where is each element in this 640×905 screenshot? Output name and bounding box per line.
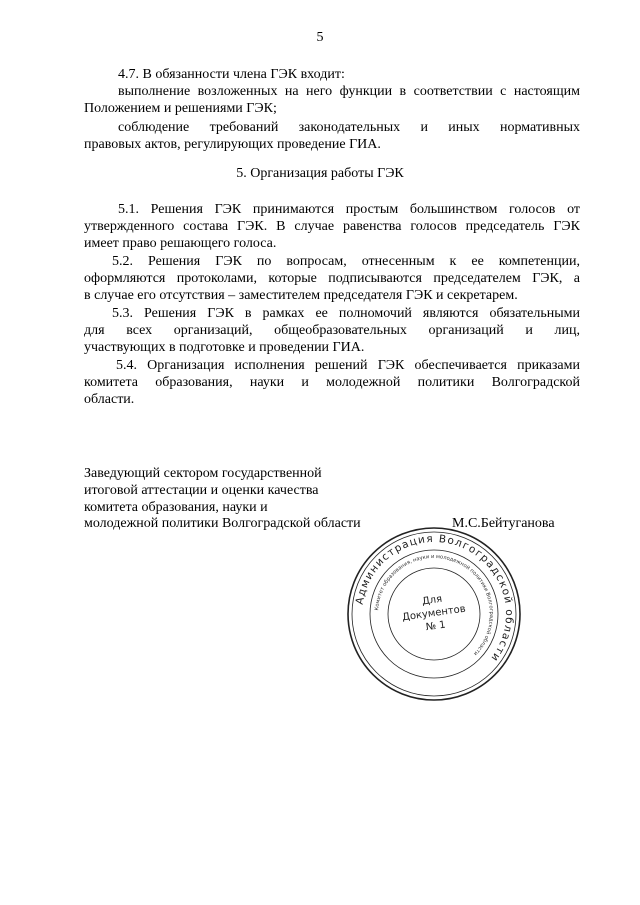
section-5-4-line-2: комитета образования, науки и молодежной политики Волгоградской: [84, 375, 580, 390]
signature-name: М.С.Бейтуганова: [452, 516, 555, 531]
signature-title-line-3: комитета образования, науки и: [84, 500, 268, 515]
stamp-center-line-2: Документов: [401, 603, 467, 624]
section-5-2-line-3: в случае его отсутствия – заместителем председателя ГЭК и секретарем.: [84, 288, 518, 303]
stamp-center-line-1: Для: [421, 593, 443, 608]
page-number: 5: [316, 30, 324, 45]
section-5-2-line-1: 5.2. Решения ГЭК по вопросам, отнесенным к ее компетенции,: [112, 254, 580, 269]
section-4-7-line-5: правовых актов, регулирующих проведение ГИА.: [84, 137, 381, 152]
signature-title-line-1: Заведующий сектором государственной: [84, 466, 322, 481]
section-5-3-line-3: участвующих в подготовке и проведении ГИА.: [84, 340, 365, 355]
section-5-3-line-1: 5.3. Решения ГЭК в рамках ее полномочий являются обязательными: [112, 306, 580, 321]
section-5-4-line-3: области.: [84, 392, 135, 407]
signature-title-line-2: итоговой аттестации и оценки качества: [84, 483, 319, 498]
section-5-2-line-2: оформляются протоколами, которые подписываются председателем ГЭК, а: [84, 271, 580, 286]
section-5-3-line-2: для всех организаций, общеобразовательных организаций и лиц,: [84, 323, 580, 338]
section-4-7-line-3: Положением и решениями ГЭК;: [84, 101, 277, 116]
section-5-1-line-3: имеет право решающего голоса.: [84, 236, 277, 251]
section-5-heading: 5. Организация работы ГЭК: [236, 166, 404, 181]
stamp-outer-text: Администрация Волгоградской области: [353, 532, 516, 665]
signature-title-line-4: молодежной политики Волгоградской области: [84, 516, 361, 531]
section-5-1-line-1: 5.1. Решения ГЭК принимаются простым большинством голосов от: [118, 202, 580, 217]
section-5-1-line-2: утвержденного состава ГЭК. В случае равенства голосов председатель ГЭК: [84, 219, 580, 234]
section-4-7-line-4: соблюдение требований законодательных и иных нормативных: [118, 120, 580, 135]
section-4-7-line-2: выполнение возложенных на него функции в соответствии с настоящим: [118, 84, 580, 99]
round-stamp: [344, 524, 524, 704]
section-5-4-line-1: 5.4. Организация исполнения решений ГЭК обеспечивается приказами: [116, 358, 580, 373]
stamp-inner-text: Комитет образования, науки и молодежной политики Волгоградской области: [374, 553, 495, 657]
section-4-7-line-1: 4.7. В обязанности члена ГЭК входит:: [118, 67, 345, 82]
stamp-center-line-3: № 1: [425, 619, 447, 634]
